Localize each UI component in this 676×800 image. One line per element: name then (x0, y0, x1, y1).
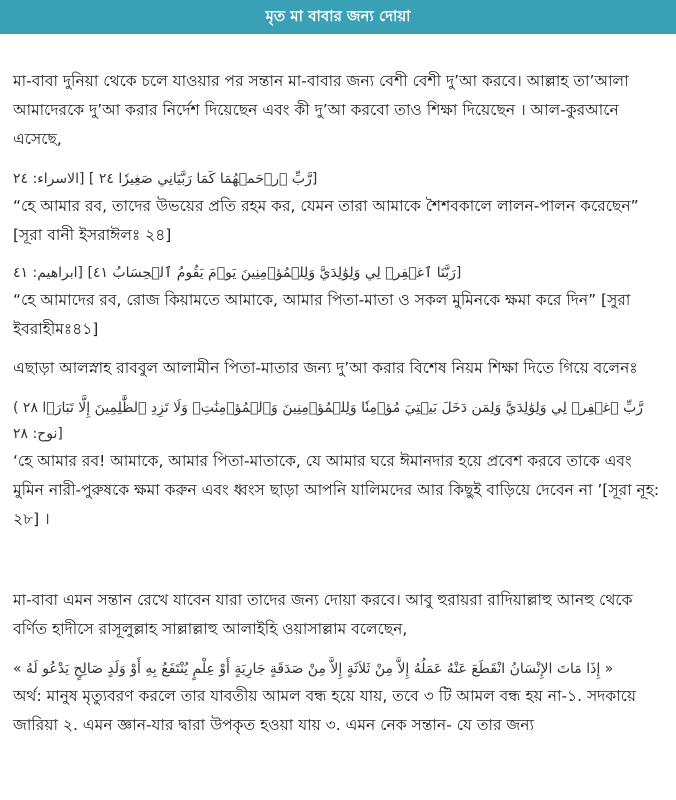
paragraph-3: মা-বাবা এমন সন্তান রেখে যাবেন যারা তাদের জন্য দোয়া করবে। আবু হুরায়রা রাদিয়াল্লাহু আনহু থেকে বর্ণিত হাদীসে রাসূলুল্লাহ সাল্লাল্লাহু আলাইহি ওয়াসাল্লাম বলেছেন, (13, 591, 633, 638)
title-bar (0, 0, 676, 34)
paragraph-2: এছাড়া আলস্নাহ রাববুল আলামীন পিতা-মাতার জন্য দু’আ করার বিশেষ নিয়ম শিক্ষা দিতে গিয়ে বলেনঃ (13, 359, 638, 377)
verse-2-arabic: [رَبَّنَا ٱغۡفِرۡ لِي وَلِوَٰلِدَيَّ وَلِلۡمُؤۡمِنِينَ يَوۡمَ يَقُومُ ٱلۡحِسَابُ ٤١] [ابراهيم: ٤١ (13, 265, 462, 281)
verse-3-reference: [نوح: ٢٨ (13, 426, 63, 442)
verse-2-translation: “হে আমাদের রব, রোজ কিয়ামতে আমাকে, আমার পিতা-মাতা ও সকল মুমিনকে ক্ষমা করে দিন” [সুরা ইবরাহীমঃ৪১] (13, 291, 631, 338)
verse-1-translation: “হে আমার রব, তাদের উভয়ের প্রতি রহম কর, যেমন তারা আমাকে শৈশবকালে লালন-পালন করেছেন” [সূরা বানী ইসরাঈলঃ ২৪] (13, 197, 639, 244)
verse-1-arabic: [رَّبِّ ٱرۡحَمۡهُمَا كَمَا رَبَّيَانِي صَغِيرٗا ٢٤ ] [الاسراء: ٢٤ (13, 171, 318, 187)
hadith-translation: অর্থ: মানুষ মৃত্যুবরণ করলে তার যাবতীয় আমল বন্ধ হয়ে যায়, তবে ৩ টি আমল বন্ধ হয় না-১. সদকায়ে জারিয়া ২. এমন জ্ঞান-যার দ্বারা উপকৃত হওয়া যায় ৩. এমন নেক সন্তান- যে তার জন্য (13, 687, 637, 734)
verse-3-translation: ‘হে আমার রব! আমাকে, আমার পিতা-মাতাকে, যে আমার ঘরে ঈমানদার হয়ে প্রবেশ করবে তাকে এবং মুমিন নারী-পুরুষকে ক্ষমা করুন এবং ধ্বংস ছাড়া আপনি যালিমদের আর কিছুই বাড়িয়ে দেবেন না ’[সূরা নূহ: ২৮] । (13, 452, 660, 528)
intro-paragraph: মা-বাবা দুনিয়া থেকে চলে যাওয়ার পর সন্তান মা-বাবার জন্য বেশী বেশী দু’আ করবে। আল্লাহ তা’আলা আমাদেরকে দু’আ করার নির্দেশ দিয়েছেন এবং কী দু’আ করবো তাও শিক্ষা দিয়েছেন । আল-কুরআনে এসেছে, (13, 72, 629, 148)
page-title: মৃত মা বাবার জন্য দোয়া (265, 6, 411, 25)
hadith-arabic: « إِذَا مَاتَ الإِنْسَانُ انْقَطَعَ عَنْهُ عَمَلُهُ إِلاَّ مِنْ ثَلاَثَةٍ إِلاَّ مِنْ صَدَقَةٍ جَارِيَةٍ أَوْ عِلْمٍ يُنْتَفَعُ بِهِ أَوْ وَلَدٍ صَالِحٍ يَدْعُو لَهُ » (13, 661, 614, 677)
verse-3-arabic: رَّبِّ ٱغۡفِرۡ لِي وَلِوَٰلِدَيَّ وَلِمَن دَخَلَ بَيۡتِيَ مُؤۡمِنٗا وَلِلۡمُؤۡمِنِينَ وَٱلۡمُؤۡمِنَٰتِۖ وَلَا تَزِدِ ٱلظَّٰلِمِينَ إِلَّا تَبَارَۢا ٢٨ ) (13, 400, 644, 416)
article-body (0, 67, 676, 740)
